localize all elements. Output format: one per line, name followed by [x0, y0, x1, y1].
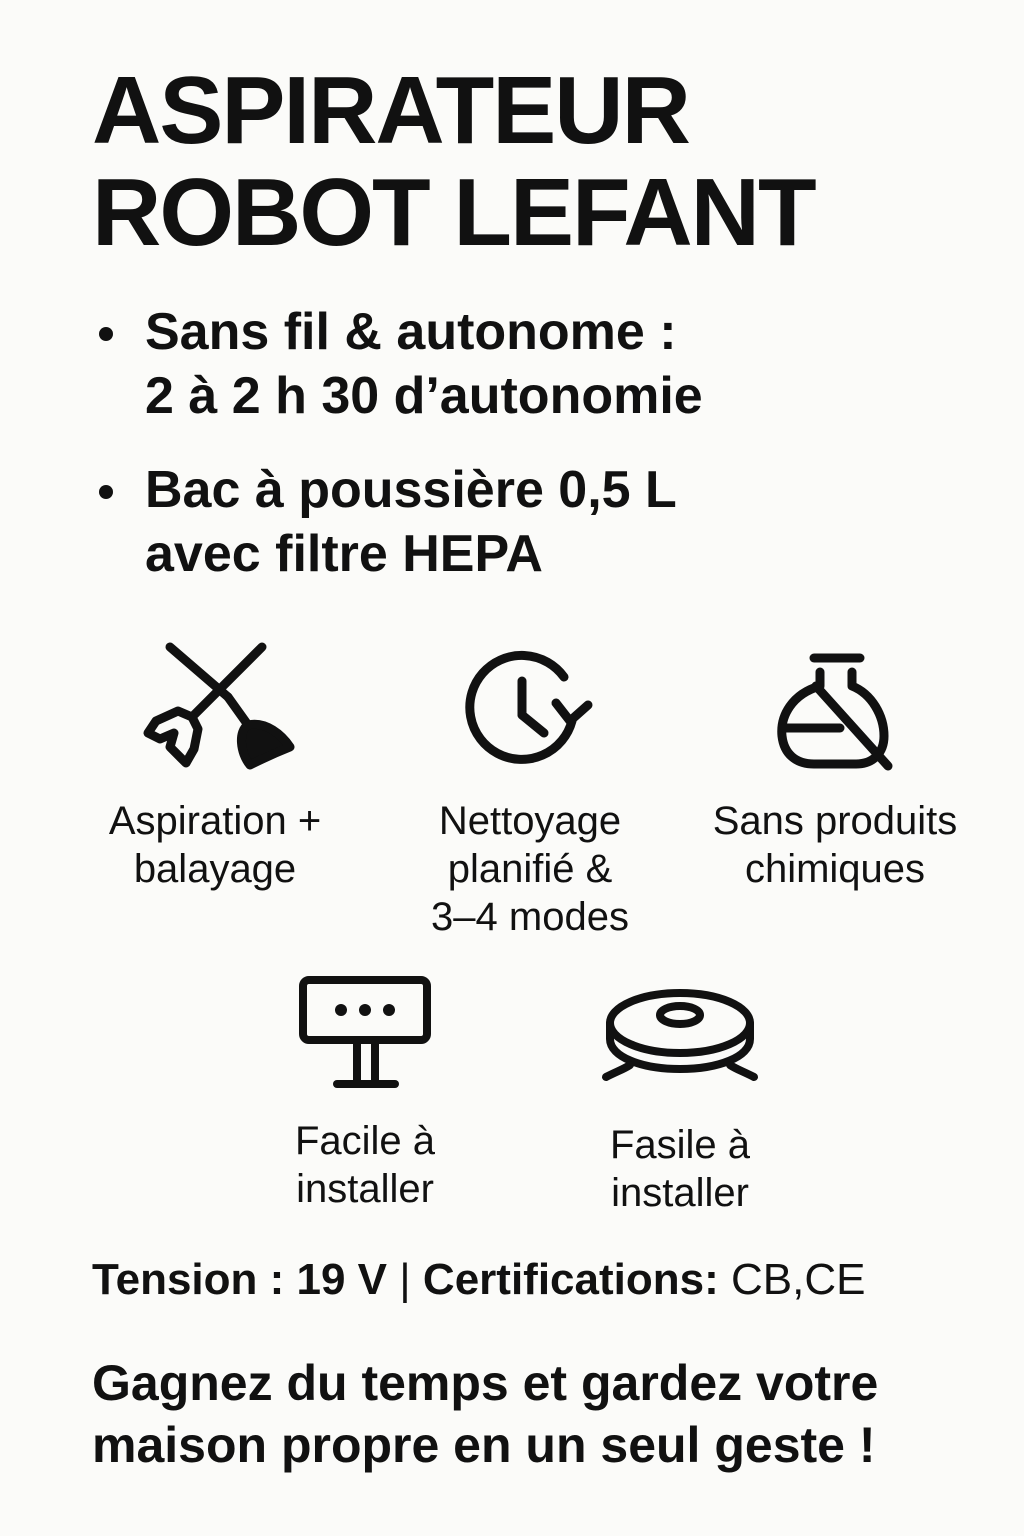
bullet-battery — [95, 300, 895, 428]
vacuum-broom-icon — [130, 635, 300, 775]
robot-vacuum-icon — [600, 985, 760, 1085]
display-stand-icon — [295, 970, 435, 1095]
no-chemicals-icon — [770, 650, 900, 775]
feature-no-chemicals-label: Sans produits chimiques — [712, 799, 958, 891]
specs-separator: | — [387, 1255, 423, 1304]
clock-refresh-icon — [460, 645, 600, 775]
tagline — [92, 1352, 992, 1476]
bullet-dot-icon — [99, 485, 113, 499]
page-title — [92, 57, 972, 266]
tagline-line-1: Gagnez du temps et gardez votre — [92, 1355, 879, 1411]
tension-label: Tension : 19 V — [92, 1255, 388, 1304]
certifications-label: Certifications: — [422, 1255, 719, 1304]
bullet-dot-icon — [99, 327, 113, 341]
feature-vacuum-sweep — [80, 635, 350, 893]
title-line-1: ASPIRATEUR — [92, 57, 689, 164]
feature-scheduled-cleaning — [395, 645, 665, 941]
title-line-2: ROBOT LEFANT — [92, 159, 815, 266]
feature-easy-install — [230, 970, 500, 1213]
bullet-battery-line-2: 2 à 2 h 30 d’autonomie — [145, 367, 703, 425]
bullet-dustbin — [95, 458, 895, 586]
bullet-battery-line-1: Sans fil & autonome : — [145, 303, 677, 361]
feature-robot-vacuum-label: Fasile à installer — [609, 1123, 751, 1215]
bullet-dustbin-line-1: Bac à poussière 0,5 L — [145, 461, 677, 519]
feature-vacuum-sweep-label: Aspiration + balayage — [108, 799, 322, 891]
certifications-value: CB,CE — [718, 1255, 866, 1304]
feature-no-chemicals — [700, 650, 970, 893]
bullet-dustbin-line-2: avec filtre HEPA — [145, 525, 543, 583]
feature-bullets — [95, 300, 895, 616]
tagline-line-2: maison propre en un seul geste ! — [92, 1417, 876, 1473]
specs-line — [92, 1252, 972, 1308]
feature-robot-vacuum — [545, 985, 815, 1217]
feature-easy-install-label: Facile à installer — [294, 1119, 436, 1211]
feature-scheduled-cleaning-label: Nettoyage planifié & 3–4 modes — [431, 799, 629, 939]
